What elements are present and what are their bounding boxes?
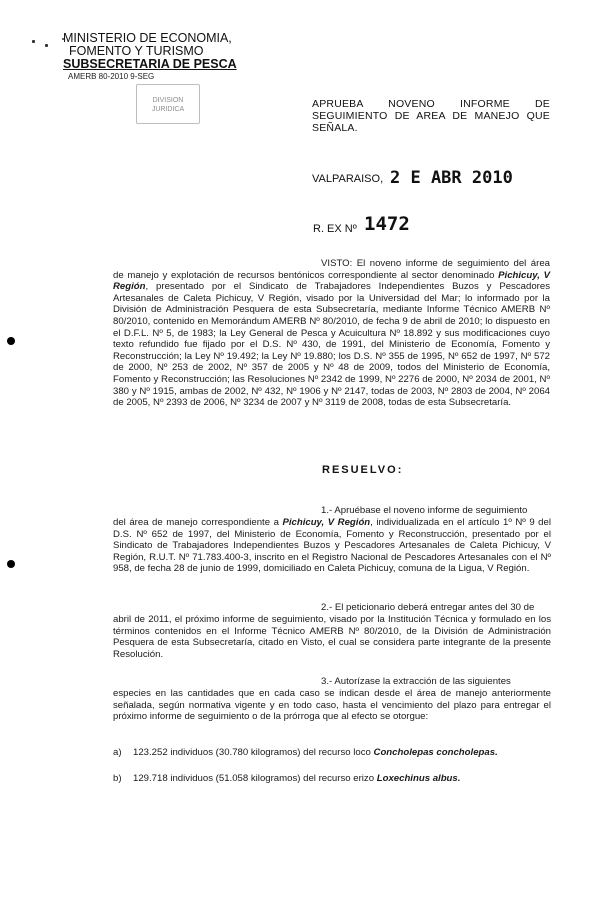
document-title xyxy=(312,98,550,134)
item-text: 123.252 individuos (30.780 kilogramos) del recurso loco xyxy=(133,747,374,758)
visto-text-b: , presentado por el Sindicato de Trabajadores Independientes Buzos y Pescadores Artesanales de Caleta Pichicuy, V Región, visado por la Universidad del Mar; lo informado por la División de Administración Pesquera de esta Subsecretaría, mediante Informe Técnico AMERB Nº 80/2010, contenido en Memorándum AMERB Nº 80/2010, de fecha 9 de abril de 2010; lo dispuesto en el D.F.L. Nº 5, de 1983; la Ley General de Pesca y Acuicultura Nº 18.892 y sus modificaciones cuyo texto refundido fue fijado por el D.S. Nº 430, de 1991, del Ministerio de Economía, Fomento y Reconstrucción; la Ley Nº 19.492; la Ley Nº 19.880; los D.S. Nº 355 de 1995, Nº 652 de 1997, Nº 572 de 2000, Nº 253 de 2002, Nº 357 de 2005 y Nº 48 de 2009, todos del Ministerio de Economía, Fomento y Reconstrucción; las Resoluciones Nº 2342 de 1999, Nº 2276 de 2000, Nº 2034 de 2001, Nº 380 y Nº 1915, ambas de 2002, Nº 432, Nº 1906 y Nº 2147, todas de 2003, Nº 2803 de 2004, Nº 2064 de 2005, Nº 2393 de 2006, Nº 3234 de 2007 y Nº 3119 de 2008, todas de esta Subsecretaría. xyxy=(113,281,550,409)
resuelvo-heading: RESUELVO: xyxy=(322,464,404,476)
date-stamp: 2 E ABR 2010 xyxy=(390,168,513,188)
article-1-text-a: del área de manejo correspondiente a xyxy=(113,517,283,528)
article-3-body: especies en las cantidades que en cada caso se indican desde el área de manejo anteriormente señalada, según normativa vigente y en todo caso, hasta el vencimiento del plazo para entregar el próximo informe de seguimiento o de la prórroga que al efecto se otorgue: xyxy=(113,688,551,723)
article-3-lead: 3.- Autorízase la extracción de las siguientes xyxy=(321,676,511,687)
item-species: Loxechinus albus. xyxy=(376,773,461,784)
stamp-line-2: JURIDICA xyxy=(151,106,185,113)
punch-hole xyxy=(7,560,15,568)
document-reference: AMERB 80-2010 9-SEG xyxy=(68,72,155,81)
scan-speck xyxy=(32,40,35,43)
date-place: VALPARAISO, xyxy=(312,173,384,185)
item-species: Concholepas concholepas. xyxy=(373,747,498,758)
ministry-line-2: FOMENTO Y TURISMO xyxy=(69,44,204,58)
species-item-b xyxy=(113,773,553,785)
article-1-lead: 1.- Apruébase el noveno informe de seguimiento xyxy=(321,505,528,516)
title-line-3: SEÑALA. xyxy=(312,122,358,134)
resolution-number: 1472 xyxy=(364,213,410,235)
item-letter: a) xyxy=(113,747,122,758)
article-2-lead: 2.- El peticionario deberá entregar antes del 30 de xyxy=(321,602,535,613)
article-1-text-b: , individualizada en el artículo 1º Nº 9 del D.S. Nº 652 de 1997, del Ministerio de Economía, Fomento y Reconstrucción, presentado por el Sindicato de Trabajadores Independientes Buzos y Pescadores Artesanales de Caleta Pichicuy, V Región, R.U.T. Nº 71.783.400-3, inscrito en el Registro Nacional de Pescadores Artesanales con el Nº 958, de fecha 28 de junio de 1999, domiciliado en Caleta Pichicuy, comuna de la Ligua, V Región. xyxy=(113,517,551,575)
title-line-2: SEGUIMIENTO DE AREA DE MANEJO QUE xyxy=(312,110,550,122)
item-text: 129.718 individuos (51.058 kilogramos) del recurso erizo xyxy=(133,773,377,784)
stamp-line-1: DIVISION xyxy=(152,97,184,104)
visto-text-a: VISTO: El noveno informe de seguimiento del área de manejo y explotación de recursos bentónicos correspondiente al sector denominado xyxy=(113,258,550,281)
subsecretaria-title: SUBSECRETARIA DE PESCA xyxy=(63,57,237,71)
visto-place: Pichicuy, V Región xyxy=(113,269,550,293)
ministry-header xyxy=(63,32,237,71)
title-line-1: APRUEBA NOVENO INFORME DE xyxy=(312,98,550,110)
visto-paragraph xyxy=(113,258,550,409)
item-letter: b) xyxy=(113,773,122,784)
resolution-prefix: R. EX Nº xyxy=(313,223,357,235)
article-1-place: Pichicuy, V Región xyxy=(282,517,371,528)
article-2-body: abril de 2011, el próximo informe de seguimiento, visado por la Institución Técnica y formulado en los términos contenidos en el Informe Técnico AMERB Nº 80/2010, de la División de Administración Pesquera de esta Subsecretaría, citado en Visto, el cual se considera parte integrante de la presente Resolución. xyxy=(113,614,551,660)
punch-hole xyxy=(7,337,15,345)
ministry-line-1: MINISTERIO DE ECONOMIA, xyxy=(63,31,232,45)
article-1-body xyxy=(113,517,551,575)
species-item-a xyxy=(113,747,553,759)
scan-speck xyxy=(45,44,48,47)
division-stamp xyxy=(136,84,200,124)
